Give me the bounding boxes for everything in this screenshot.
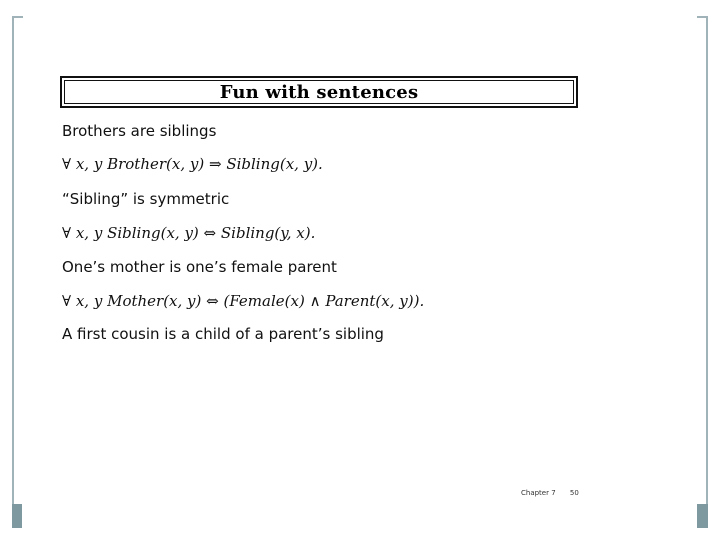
frame-right-line — [706, 16, 708, 504]
formula-body: x, y Sibling(x, y) ⇔ Sibling(y, x). — [75, 224, 316, 242]
statement-first-cousin: A first cousin is a child of a parent’s sibling — [62, 325, 384, 343]
frame-left-line — [12, 16, 14, 504]
forall-symbol: ∀ — [62, 224, 72, 242]
formula-brothers-siblings — [62, 155, 323, 173]
footer-page-number: 50 — [569, 489, 579, 497]
frame-top-left-tick — [12, 16, 23, 18]
forall-symbol: ∀ — [62, 155, 72, 173]
slide-title: Fun with sentences — [219, 81, 419, 103]
formula-mother-female-parent — [62, 292, 424, 310]
footer-chapter: Chapter 7 — [521, 489, 556, 497]
statement-brothers-siblings: Brothers are siblings — [62, 122, 217, 140]
title-box-inner — [64, 80, 574, 104]
frame-top-right-tick — [697, 16, 708, 18]
slide-footer — [521, 489, 579, 497]
statement-mother-female-parent: One’s mother is one’s female parent — [62, 258, 337, 276]
formula-body: x, y Mother(x, y) ⇔ (Female(x) ∧ Parent(x, y)). — [75, 292, 425, 310]
formula-body: x, y Brother(x, y) ⇒ Sibling(x, y). — [75, 155, 323, 173]
title-box — [60, 76, 578, 108]
frame-bottom-right-block — [697, 504, 708, 528]
forall-symbol: ∀ — [62, 292, 72, 310]
statement-sibling-symmetric: “Sibling” is symmetric — [62, 190, 230, 208]
frame-bottom-left-block — [12, 504, 22, 528]
formula-sibling-symmetric — [62, 224, 315, 242]
